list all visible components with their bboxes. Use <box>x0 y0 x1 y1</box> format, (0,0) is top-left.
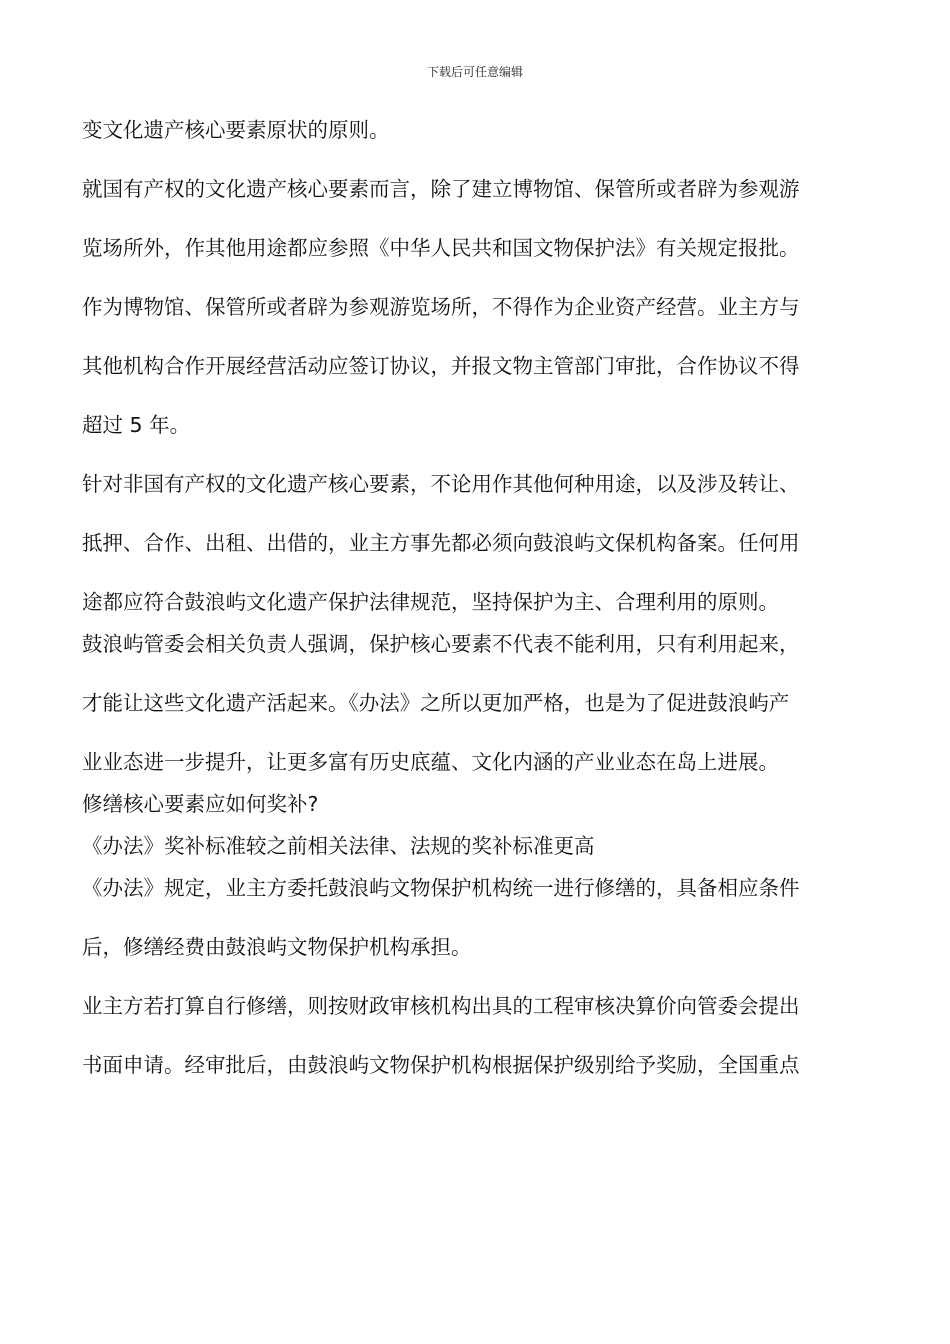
text-line: 途都应符合鼓浪屿文化遗产保护法律规范，坚持保护为主、合理利用的原则。 <box>82 590 779 614</box>
text-line: 《办法》规定，业主方委托鼓浪屿文物保护机构统一进行修缮的，具备相应条件 <box>82 876 800 900</box>
text-line: 览场所外，作其他用途都应参照《中华人民共和国文物保护法》有关规定报批。 <box>82 236 800 260</box>
text-line: 才能让这些文化遗产活起来。《办法》之所以更加严格，也是为了促进鼓浪屿产 <box>82 691 790 715</box>
text-line: 针对非国有产权的文化遗产核心要素，不论用作其他何种用途，以及涉及转让、 <box>82 472 800 496</box>
text-line: 变文化遗产核心要素原状的原则。 <box>82 118 390 142</box>
page-header: 下载后可任意编辑 <box>426 65 523 79</box>
text-line: 其他机构合作开展经营活动应签订协议，并报文物主管部门审批，合作协议不得 <box>82 354 800 378</box>
text-line: 超过 5 年。 <box>82 413 191 437</box>
text-line: 就国有产权的文化遗产核心要素而言，除了建立博物馆、保管所或者辟为参观游 <box>82 177 800 201</box>
text-line: 业业态进一步提升，让更多富有历史底蕴、文化内涵的产业业态在岛上进展。 <box>82 750 779 774</box>
text-line: 后，修缮经费由鼓浪屿文物保护机构承担。 <box>82 935 472 959</box>
text-line: 修缮核心要素应如何奖补? <box>82 792 319 816</box>
text-line: 作为博物馆、保管所或者辟为参观游览场所，不得作为企业资产经营。业主方与 <box>82 295 800 319</box>
text-line: 抵押、合作、出租、出借的，业主方事先都必须向鼓浪屿文保机构备案。任何用 <box>82 531 800 555</box>
document-body <box>82 112 872 1083</box>
text-line: 鼓浪屿管委会相关负责人强调，保护核心要素不代表不能利用，只有利用起来， <box>82 632 800 656</box>
text-line: 书面申请。经审批后，由鼓浪屿文物保护机构根据保护级别给予奖励，全国重点 <box>82 1053 800 1077</box>
text-line: 《办法》奖补标准较之前相关法律、法规的奖补标准更高 <box>82 834 595 858</box>
text-line: 业主方若打算自行修缮，则按财政审核机构出具的工程审核决算价向管委会提出 <box>82 994 800 1018</box>
